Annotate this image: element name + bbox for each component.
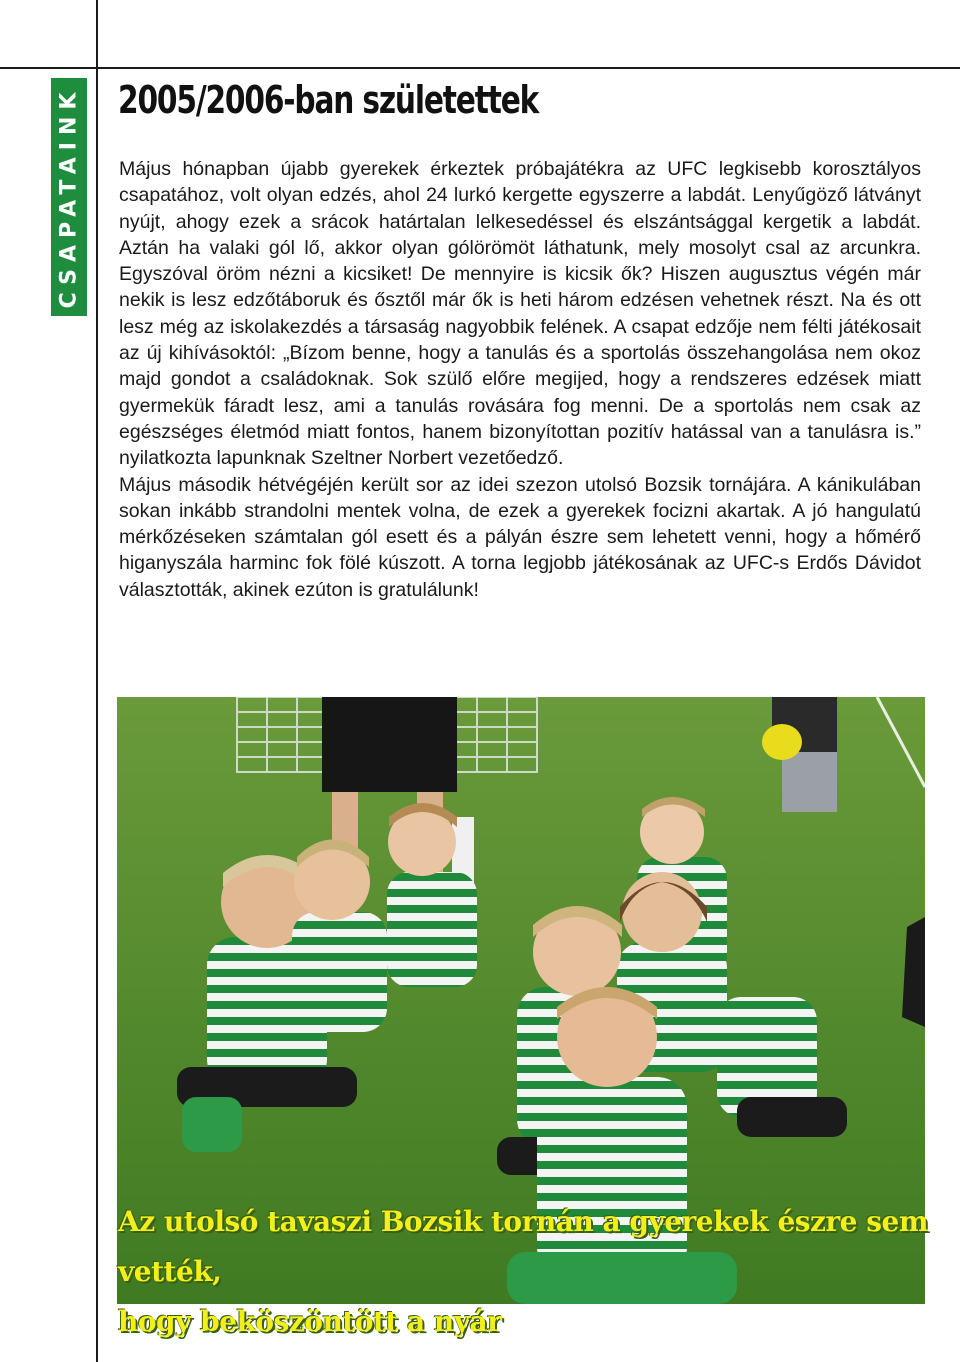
article-paragraph: Május második hétvégéjén került sor az idei szezon utolsó Bozsik tornájára. A kánikulában sokan inkább strandolni mentek volna, de ezek a gyerekek focizni akartak. A jó hangulatú mérkőzéseken számtalan gól esett és a pályán észre sem lehetett venni, hogy a hőmérő higanyszála harminc fok fölé kúszott. A torna legjobb játékosának az UFC-s Erdős Dávidot választották, akinek ezúton is gratulálunk! bbox=[119, 473, 921, 601]
photo-caption-text bbox=[118, 1197, 928, 1347]
photo-caption-line: hogy beköszöntött a nyár bbox=[118, 1305, 502, 1338]
vertical-rule bbox=[96, 0, 98, 1362]
article-paragraph: Május hónapban újabb gyerekek érkeztek próbajátékra az UFC legkisebb korosztályos csapatához, volt olyan edzés, ahol 24 lurkó kergette egyszerre a labdát. Lenyűgöző látványt nyújt, ahogy ezek a srácok határtalan lelkesedéssel és elszántsággal kergetik a labdát. Aztán ha valaki gól lő, akkor olyan gólörömöt láthatunk, mely mosolyt csal az arcunkra. Egyszóval öröm nézni a kicsiket! De mennyire is kicsik ők? Hiszen augusztus végén már nekik is lesz edzőtáboruk és ősztől már ők is heti három edzésen vehetnek részt. Na és ott lesz még az iskolakezdés a társaság nagyobbik felének. A csapat edzője nem félti játékosait az új kihívásoktól: „Bízom benne, hogy a tanulás és a sportolás összehangolása nem okoz majd gondot a családoknak. Sok szülő előre megijed, hogy a rendszeres edzések miatt gyermekük fáradt lesz, ami a tanulás rovására fog menni. De a sportolás nem csak az egészséges életmód miatt fontos, hanem bizonyítottan pozitív hatással van a tanulásra is.” nyilatkozta lapunknak Szeltner Norbert vezetőedző. bbox=[119, 158, 921, 470]
article-title: 2005/2006-ban születettek bbox=[118, 78, 539, 122]
horizontal-rule bbox=[0, 67, 960, 69]
ball bbox=[762, 724, 802, 760]
photo-caption-line: Az utolsó tavaszi Bozsik tornán a gyerekek észre sem vették, bbox=[118, 1205, 928, 1288]
article-body bbox=[119, 156, 921, 603]
section-tab bbox=[51, 78, 87, 316]
section-tab-label: CSAPATAINK bbox=[56, 85, 82, 309]
